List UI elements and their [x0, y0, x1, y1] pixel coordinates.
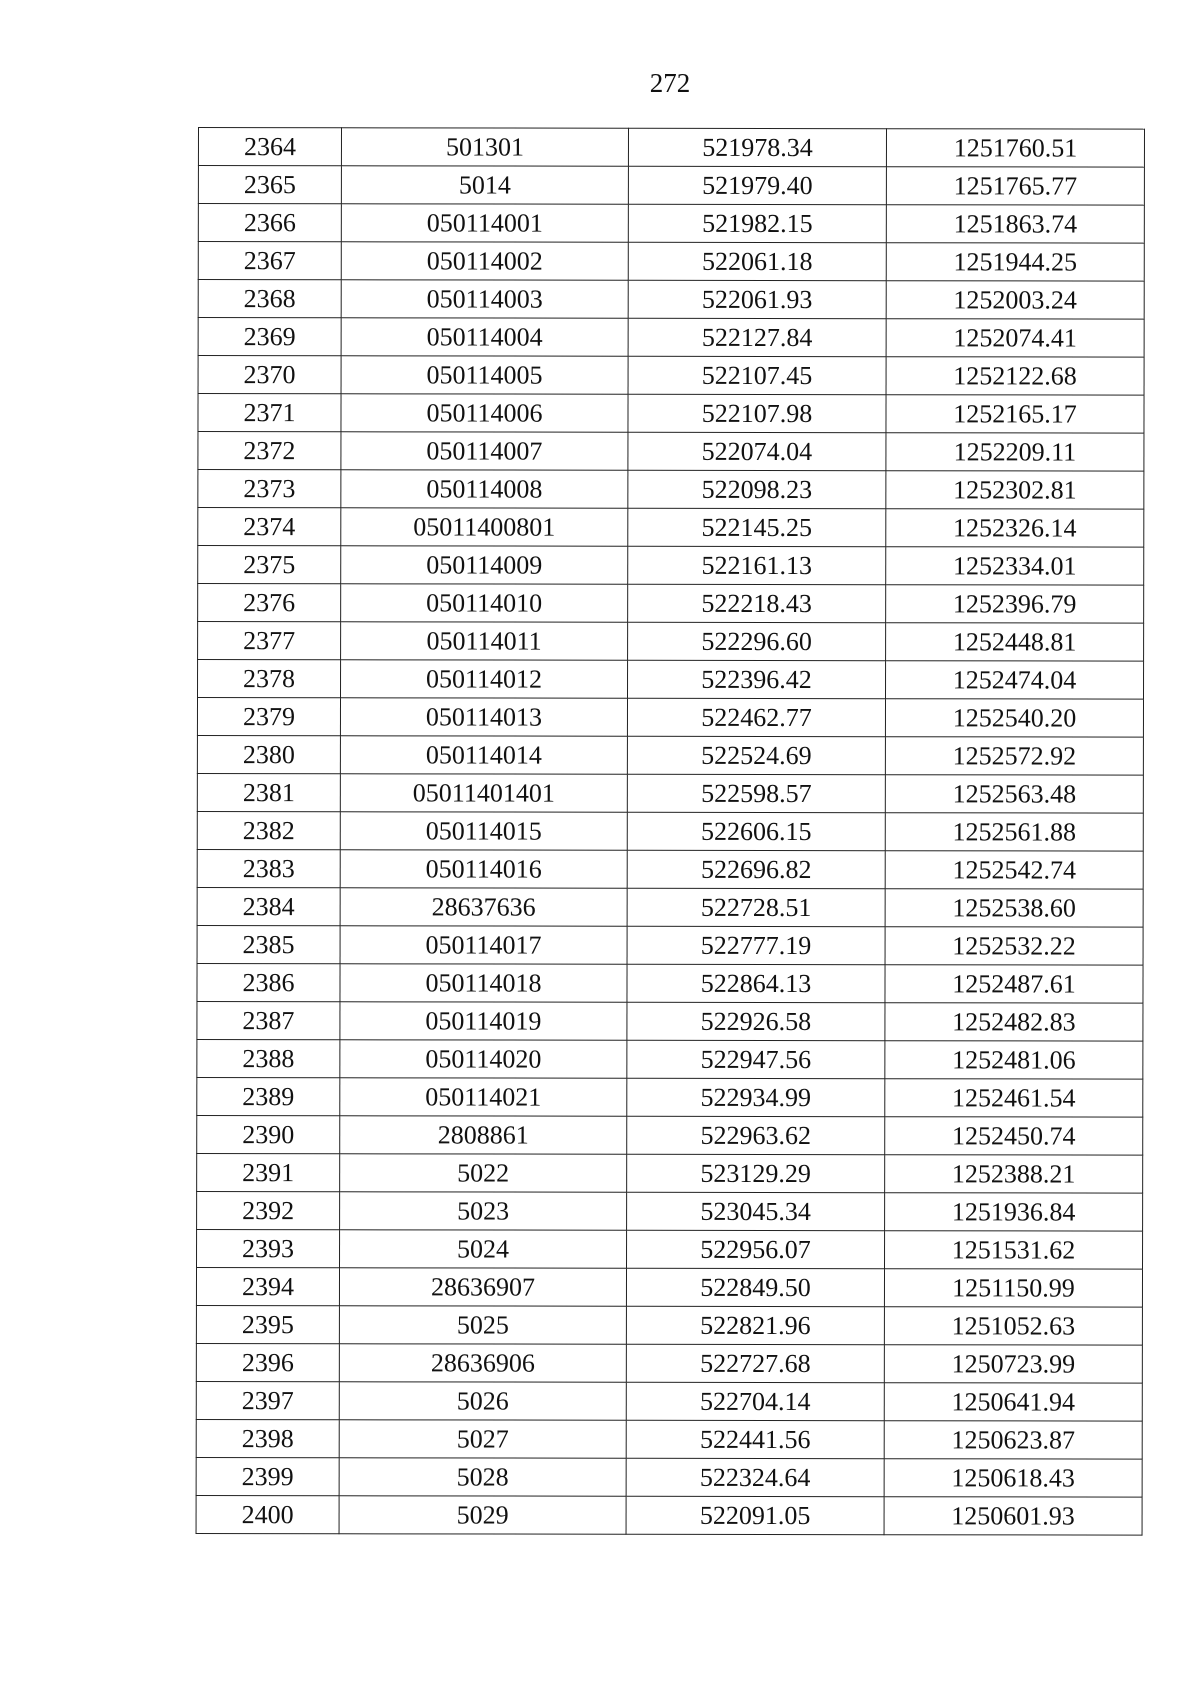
table-row — [197, 1039, 1143, 1079]
y-coordinate-cell: 1251150.99 — [884, 1269, 1142, 1307]
row-index-cell: 2370 — [198, 356, 341, 394]
x-coordinate-cell: 522145.25 — [628, 508, 886, 546]
point-id-cell: 5022 — [340, 1154, 627, 1193]
y-coordinate-cell: 1250601.93 — [884, 1497, 1142, 1535]
table-row — [196, 1495, 1142, 1535]
table-row — [196, 1381, 1142, 1421]
table-row — [198, 280, 1144, 320]
point-id-cell: 5024 — [340, 1230, 627, 1269]
table-row — [198, 546, 1144, 586]
table-row — [197, 1077, 1143, 1117]
point-id-cell: 5028 — [339, 1458, 626, 1497]
x-coordinate-cell: 522956.07 — [627, 1230, 885, 1268]
row-index-cell: 2364 — [198, 128, 341, 166]
point-id-cell: 28636907 — [339, 1268, 626, 1307]
table-row — [197, 849, 1143, 889]
row-index-cell: 2376 — [198, 584, 341, 622]
y-coordinate-cell: 1252481.06 — [885, 1041, 1143, 1079]
point-id-cell: 5014 — [341, 166, 628, 205]
y-coordinate-cell: 1252388.21 — [885, 1155, 1143, 1193]
table-row — [198, 242, 1144, 282]
x-coordinate-cell: 522074.04 — [628, 432, 886, 470]
y-coordinate-cell: 1252122.68 — [886, 357, 1144, 395]
point-id-cell: 050114018 — [340, 964, 627, 1003]
y-coordinate-cell: 1250623.87 — [884, 1421, 1142, 1459]
table-row — [197, 1115, 1143, 1155]
x-coordinate-cell: 522218.43 — [628, 584, 886, 622]
y-coordinate-cell: 1252326.14 — [886, 509, 1144, 547]
row-index-cell: 2379 — [197, 698, 340, 736]
row-index-cell: 2388 — [197, 1039, 340, 1077]
point-id-cell: 050114011 — [341, 622, 628, 661]
point-id-cell: 050114007 — [341, 432, 628, 471]
coordinates-table-body — [196, 128, 1144, 1536]
point-id-cell: 050114021 — [340, 1078, 627, 1117]
x-coordinate-cell: 522947.56 — [627, 1040, 885, 1078]
table-row — [197, 1153, 1143, 1193]
row-index-cell: 2367 — [198, 242, 341, 280]
row-index-cell: 2399 — [196, 1457, 339, 1495]
table-row — [198, 166, 1144, 206]
y-coordinate-cell: 1250618.43 — [884, 1459, 1142, 1497]
point-id-cell: 050114013 — [340, 698, 627, 737]
point-id-cell: 5027 — [339, 1420, 626, 1459]
row-index-cell: 2374 — [198, 508, 341, 546]
y-coordinate-cell: 1252003.24 — [886, 281, 1144, 319]
y-coordinate-cell: 1252540.20 — [885, 699, 1143, 737]
table-row — [196, 1343, 1142, 1383]
point-id-cell: 050114008 — [341, 470, 628, 509]
row-index-cell: 2382 — [197, 811, 340, 849]
point-id-cell: 28637636 — [340, 888, 627, 927]
y-coordinate-cell: 1251936.84 — [885, 1193, 1143, 1231]
x-coordinate-cell: 522864.13 — [627, 964, 885, 1002]
y-coordinate-cell: 1252302.81 — [886, 471, 1144, 509]
point-id-cell: 5023 — [340, 1192, 627, 1231]
table-row — [198, 660, 1144, 700]
x-coordinate-cell: 522161.13 — [628, 546, 886, 584]
x-coordinate-cell: 522696.82 — [627, 850, 885, 888]
table-row — [196, 1419, 1142, 1459]
page-number: 272 — [649, 68, 691, 98]
x-coordinate-cell: 521982.15 — [628, 204, 886, 242]
point-id-cell: 050114012 — [341, 660, 628, 699]
point-id-cell: 050114006 — [341, 394, 628, 433]
y-coordinate-cell: 1251944.25 — [886, 243, 1144, 281]
table-row — [198, 394, 1144, 434]
table-row — [197, 811, 1143, 851]
point-id-cell: 050114002 — [341, 242, 628, 281]
coordinates-table-container — [196, 127, 1144, 1536]
x-coordinate-cell: 522107.45 — [628, 356, 886, 394]
row-index-cell: 2389 — [197, 1077, 340, 1115]
row-index-cell: 2394 — [196, 1267, 339, 1305]
x-coordinate-cell: 522524.69 — [627, 736, 885, 774]
table-row — [198, 356, 1144, 396]
point-id-cell: 050114003 — [341, 280, 628, 319]
point-id-cell: 050114017 — [340, 926, 627, 965]
y-coordinate-cell: 1252572.92 — [885, 737, 1143, 775]
row-index-cell: 2365 — [198, 166, 341, 204]
x-coordinate-cell: 522934.99 — [627, 1078, 885, 1116]
y-coordinate-cell: 1251531.62 — [885, 1231, 1143, 1269]
table-row — [197, 963, 1143, 1003]
table-row — [196, 1305, 1142, 1345]
point-id-cell: 050114020 — [340, 1040, 627, 1079]
x-coordinate-cell: 522324.64 — [626, 1458, 884, 1496]
point-id-cell: 050114016 — [340, 850, 627, 889]
row-index-cell: 2372 — [198, 432, 341, 470]
row-index-cell: 2378 — [198, 660, 341, 698]
x-coordinate-cell: 522926.58 — [627, 1002, 885, 1040]
y-coordinate-cell: 1251052.63 — [884, 1307, 1142, 1345]
row-index-cell: 2380 — [197, 735, 340, 773]
y-coordinate-cell: 1252487.61 — [885, 965, 1143, 1003]
table-row — [197, 1191, 1143, 1231]
x-coordinate-cell: 522821.96 — [626, 1306, 884, 1344]
point-id-cell: 05011400801 — [341, 508, 628, 547]
point-id-cell: 5025 — [339, 1306, 626, 1345]
row-index-cell: 2392 — [197, 1191, 340, 1229]
table-row — [197, 1229, 1143, 1269]
y-coordinate-cell: 1252209.11 — [886, 433, 1144, 471]
x-coordinate-cell: 521979.40 — [628, 166, 886, 204]
table-row — [198, 508, 1144, 548]
row-index-cell: 2385 — [197, 925, 340, 963]
point-id-cell: 05011401401 — [340, 774, 627, 813]
x-coordinate-cell: 522441.56 — [626, 1420, 884, 1458]
x-coordinate-cell: 522727.68 — [626, 1344, 884, 1382]
row-index-cell: 2396 — [196, 1343, 339, 1381]
coordinates-table — [196, 127, 1145, 1536]
y-coordinate-cell: 1252461.54 — [885, 1079, 1143, 1117]
x-coordinate-cell: 522127.84 — [628, 318, 886, 356]
y-coordinate-cell: 1250723.99 — [884, 1345, 1142, 1383]
point-id-cell: 050114001 — [341, 204, 628, 243]
y-coordinate-cell: 1252074.41 — [886, 319, 1144, 357]
row-index-cell: 2368 — [198, 280, 341, 318]
table-row — [198, 432, 1144, 472]
row-index-cell: 2397 — [196, 1381, 339, 1419]
table-row — [197, 735, 1143, 775]
x-coordinate-cell: 522107.98 — [628, 394, 886, 432]
point-id-cell: 2808861 — [340, 1116, 627, 1155]
row-index-cell: 2387 — [197, 1001, 340, 1039]
point-id-cell: 050114015 — [340, 812, 627, 851]
table-row — [197, 698, 1143, 738]
row-index-cell: 2386 — [197, 963, 340, 1001]
y-coordinate-cell: 1252563.48 — [885, 775, 1143, 813]
row-index-cell: 2366 — [198, 204, 341, 242]
y-coordinate-cell: 1251760.51 — [886, 129, 1144, 167]
row-index-cell: 2390 — [197, 1115, 340, 1153]
y-coordinate-cell: 1252165.17 — [886, 395, 1144, 433]
y-coordinate-cell: 1252450.74 — [885, 1117, 1143, 1155]
table-row — [196, 1267, 1142, 1307]
x-coordinate-cell: 522462.77 — [627, 698, 885, 736]
y-coordinate-cell: 1251863.74 — [886, 205, 1144, 243]
table-row — [198, 622, 1144, 662]
row-index-cell: 2369 — [198, 318, 341, 356]
y-coordinate-cell: 1252474.04 — [886, 661, 1144, 699]
table-row — [197, 887, 1143, 927]
table-row — [197, 1001, 1143, 1041]
y-coordinate-cell: 1252532.22 — [885, 927, 1143, 965]
table-row — [198, 128, 1144, 168]
table-row — [198, 318, 1144, 358]
row-index-cell: 2391 — [197, 1153, 340, 1191]
y-coordinate-cell: 1252561.88 — [885, 813, 1143, 851]
x-coordinate-cell: 522777.19 — [627, 926, 885, 964]
point-id-cell: 050114014 — [340, 736, 627, 775]
point-id-cell: 050114004 — [341, 318, 628, 357]
row-index-cell: 2371 — [198, 394, 341, 432]
row-index-cell: 2375 — [198, 546, 341, 584]
x-coordinate-cell: 522598.57 — [627, 774, 885, 812]
table-row — [197, 925, 1143, 965]
row-index-cell: 2381 — [197, 773, 340, 811]
x-coordinate-cell: 522606.15 — [627, 812, 885, 850]
row-index-cell: 2384 — [197, 887, 340, 925]
table-row — [198, 204, 1144, 244]
x-coordinate-cell: 522963.62 — [627, 1116, 885, 1154]
x-coordinate-cell: 522396.42 — [628, 660, 886, 698]
x-coordinate-cell: 522296.60 — [628, 622, 886, 660]
row-index-cell: 2373 — [198, 470, 341, 508]
x-coordinate-cell: 522061.93 — [628, 280, 886, 318]
point-id-cell: 050114005 — [341, 356, 628, 395]
row-index-cell: 2383 — [197, 849, 340, 887]
x-coordinate-cell: 522849.50 — [626, 1268, 884, 1306]
table-row — [197, 773, 1143, 813]
row-index-cell: 2395 — [196, 1305, 339, 1343]
x-coordinate-cell: 522091.05 — [626, 1496, 884, 1534]
point-id-cell: 050114010 — [341, 584, 628, 623]
point-id-cell: 5029 — [339, 1496, 626, 1535]
x-coordinate-cell: 522728.51 — [627, 888, 885, 926]
y-coordinate-cell: 1251765.77 — [886, 167, 1144, 205]
table-row — [196, 1457, 1142, 1497]
y-coordinate-cell: 1252448.81 — [886, 623, 1144, 661]
point-id-cell: 501301 — [341, 128, 628, 167]
table-row — [198, 470, 1144, 510]
y-coordinate-cell: 1252542.74 — [885, 851, 1143, 889]
row-index-cell: 2377 — [198, 622, 341, 660]
y-coordinate-cell: 1250641.94 — [884, 1383, 1142, 1421]
y-coordinate-cell: 1252334.01 — [886, 547, 1144, 585]
x-coordinate-cell: 522061.18 — [628, 242, 886, 280]
x-coordinate-cell: 521978.34 — [628, 128, 886, 166]
row-index-cell: 2400 — [196, 1495, 339, 1533]
x-coordinate-cell: 522098.23 — [628, 470, 886, 508]
x-coordinate-cell: 523129.29 — [627, 1154, 885, 1192]
x-coordinate-cell: 523045.34 — [627, 1192, 885, 1230]
row-index-cell: 2398 — [196, 1419, 339, 1457]
point-id-cell: 050114019 — [340, 1002, 627, 1041]
row-index-cell: 2393 — [197, 1229, 340, 1267]
table-row — [198, 584, 1144, 624]
point-id-cell: 28636906 — [339, 1344, 626, 1383]
y-coordinate-cell: 1252482.83 — [885, 1003, 1143, 1041]
point-id-cell: 5026 — [339, 1382, 626, 1421]
y-coordinate-cell: 1252538.60 — [885, 889, 1143, 927]
x-coordinate-cell: 522704.14 — [626, 1382, 884, 1420]
y-coordinate-cell: 1252396.79 — [886, 585, 1144, 623]
point-id-cell: 050114009 — [341, 546, 628, 585]
